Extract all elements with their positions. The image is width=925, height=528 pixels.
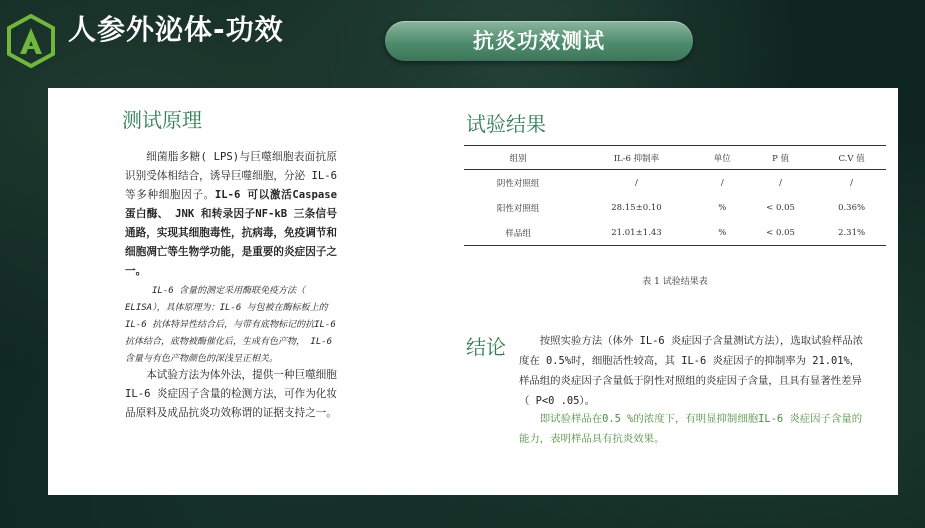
results-heading: 试验结果 bbox=[466, 112, 546, 136]
table-cell: / bbox=[635, 177, 638, 188]
table-cell: / bbox=[779, 177, 782, 188]
conclusion-text: 按照实验方法（体外 IL-6 炎症因子含量测试方法），选取试验样品浓度在 0.5%时，细胞活性较高，其 IL-6 炎症因子的抑制率为 21.01%，样品组的炎症因子含量低于阴性对照组的炎症因子含量，且具有显著性差异（ P<0 .05）。 bbox=[519, 335, 864, 407]
column-header: IL-6 抑制率 bbox=[572, 146, 700, 170]
brand-title: 人参外泌体-功效 bbox=[68, 13, 284, 46]
section-title-pill: 抗炎功效测试 bbox=[385, 21, 693, 61]
table-row bbox=[464, 220, 886, 246]
table-cell: 阳性对照组 bbox=[496, 203, 540, 214]
table-cell: 2.31% bbox=[838, 227, 866, 238]
principle-paragraph bbox=[125, 148, 337, 281]
letter-a-hexagon-logo bbox=[6, 14, 56, 68]
table-cell: % bbox=[718, 227, 727, 238]
method-paragraph bbox=[125, 366, 337, 423]
column-header: P 值 bbox=[744, 146, 817, 170]
table-cell: 28.15±0.10 bbox=[611, 202, 662, 213]
conclusion-heading: 结论 bbox=[466, 335, 506, 359]
table-header-row bbox=[464, 146, 886, 170]
conclusion-highlight-text: 即试验样品在0.5 %的浓度下，有明显抑制细胞IL-6 炎症因子含量的能力，表明样品具有抗炎效果。 bbox=[519, 413, 863, 445]
table-row bbox=[464, 170, 886, 196]
table-cell: < 0.05 bbox=[766, 227, 795, 238]
principle-heading: 测试原理 bbox=[122, 108, 202, 132]
column-header: C.V 值 bbox=[817, 146, 886, 170]
content-card bbox=[48, 88, 898, 495]
column-header: 单位 bbox=[701, 146, 744, 170]
table-cell: 样品组 bbox=[505, 228, 531, 239]
table-cell: 21.01±1.43 bbox=[611, 227, 662, 238]
table-row bbox=[464, 195, 886, 220]
table-cell: 阴性对照组 bbox=[496, 178, 540, 189]
table-cell: % bbox=[718, 202, 727, 213]
table-cell: / bbox=[720, 177, 724, 188]
results-table bbox=[464, 145, 886, 246]
table-cell: / bbox=[850, 177, 854, 188]
elisa-note bbox=[125, 283, 337, 368]
table-caption: 表 1 试验结果表 bbox=[642, 277, 708, 287]
column-header: 组别 bbox=[464, 146, 572, 170]
elisa-note-text: IL-6 含量的测定采用酶联免疫方法（ ELISA），具体原理为：IL-6 与包被在酶标板上的 IL-6 抗体特异性结合后，与带有底物标记的抗IL-6抗体结合，底物被酶催化后，生成有色产物， IL-6 含量与有色产物颜色的深浅呈正相关。 bbox=[125, 286, 336, 364]
method-text: 本试验方法为体外法，提供一种巨噬细胞 IL-6 炎症因子含量的检测方法，可作为化妆品原料及成品抗炎功效称谓的证据支持之一。 bbox=[125, 369, 337, 419]
conclusion-highlight bbox=[519, 409, 864, 449]
principle-text-plain: 细菌脂多糖( LPS)与巨噬细胞表面抗原识别受体相结合，诱导巨噬细胞，分泌 IL-6 等多种细胞因子。 bbox=[125, 151, 337, 201]
table-cell: < 0.05 bbox=[766, 202, 795, 213]
table-cell: 0.36% bbox=[838, 202, 866, 213]
conclusion-paragraph bbox=[519, 331, 864, 411]
principle-text-bold: IL-6 可以激活Caspase蛋白酶、 JNK 和转录因子NF-kB 三条信号通路，实现其细胞毒性，抗病毒，免疫调节和细胞凋亡等生物学功能，是重要的炎症因子之一。 bbox=[125, 189, 337, 277]
